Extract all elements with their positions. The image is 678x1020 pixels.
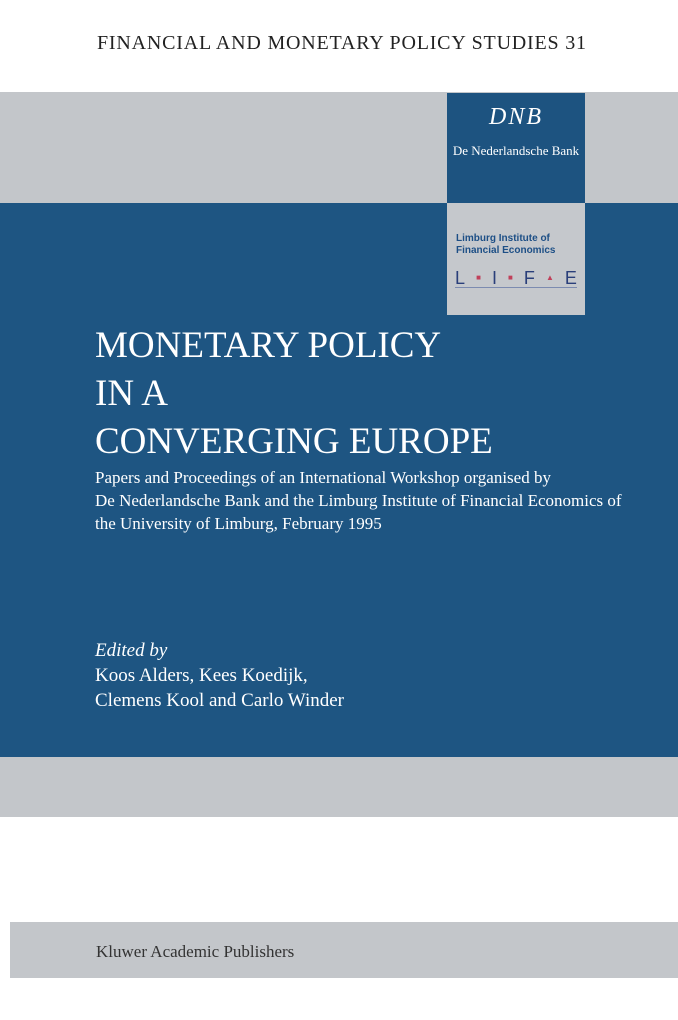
book-subtitle xyxy=(95,466,635,535)
subtitle-line: Papers and Proceedings of an International Workshop organised by xyxy=(95,468,551,487)
dnb-mark-icon: DNB xyxy=(489,104,543,130)
life-letter: F xyxy=(523,268,535,288)
series-title: FINANCIAL AND MONETARY POLICY STUDIES 31 xyxy=(97,32,587,54)
title-line: IN A xyxy=(95,373,168,414)
edited-by-label: Edited by xyxy=(95,640,168,661)
subtitle-line: De Nederlandsche Bank and the Limburg Institute of Financial Economics of xyxy=(95,491,622,510)
publisher-name: Kluwer Academic Publishers xyxy=(96,942,295,961)
life-institute-name: Limburg Institute of Financial Economics xyxy=(456,233,556,256)
title-line: MONETARY POLICY xyxy=(95,325,442,366)
life-letter: I xyxy=(491,268,497,288)
dnb-name: De Nederlandsche Bank xyxy=(452,143,580,158)
life-letter: L xyxy=(455,268,466,288)
subtitle-line: the University of Limburg, February 1995 xyxy=(95,514,382,533)
triangle-icon: ▲ xyxy=(545,273,554,282)
bottom-gray-band xyxy=(0,757,678,817)
dnb-logo xyxy=(447,93,585,203)
editors-line: Koos Alders, Kees Koedijk, xyxy=(95,665,308,686)
life-letter: E xyxy=(564,268,577,288)
editors-line: Clemens Kool and Carlo Winder xyxy=(95,690,345,711)
book-title xyxy=(95,322,493,466)
dot-icon: ■ xyxy=(476,273,481,282)
dot-icon: ■ xyxy=(508,273,513,282)
life-wordmark xyxy=(455,269,577,288)
editors-block xyxy=(95,638,344,713)
life-logo xyxy=(447,203,585,315)
title-line: CONVERGING EUROPE xyxy=(95,421,493,462)
